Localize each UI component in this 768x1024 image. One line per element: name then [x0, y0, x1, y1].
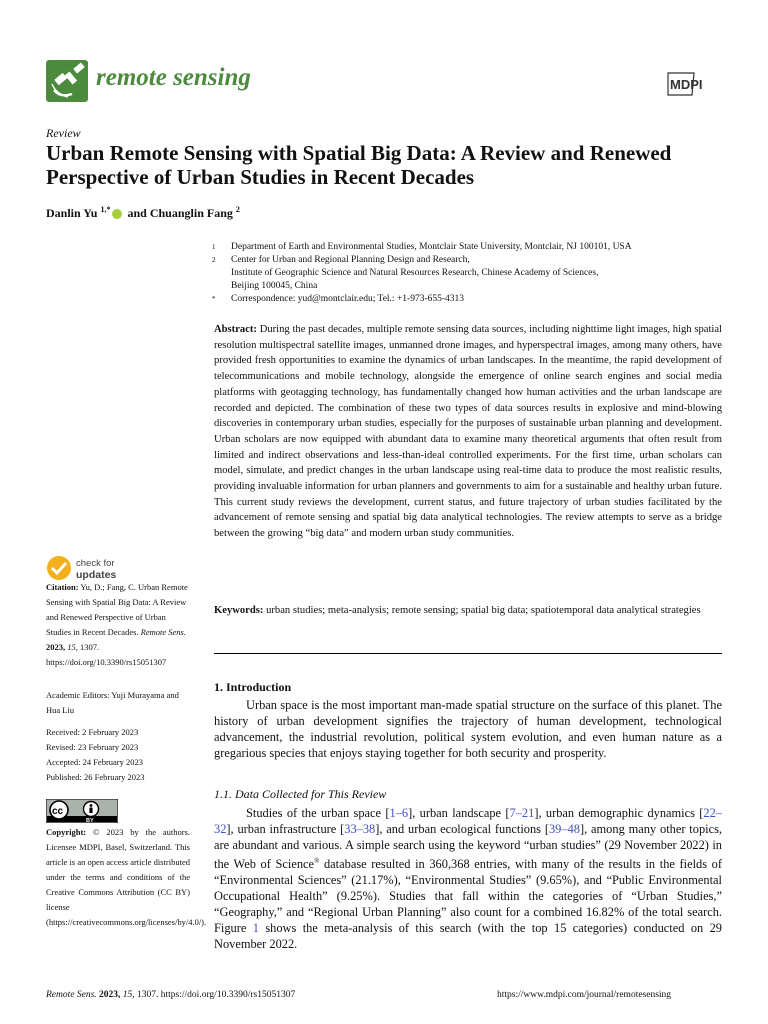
- check-for-label: check for: [76, 558, 115, 569]
- cc-by-license-icon[interactable]: [46, 799, 118, 823]
- figure-link[interactable]: 1: [252, 921, 259, 936]
- affiliation-number: 1: [212, 243, 216, 251]
- citation-label: Citation:: [46, 582, 79, 592]
- date-accepted: Accepted: 24 February 2023: [46, 757, 144, 767]
- page-title: Urban Remote Sensing with Spatial Big Data: A Review and Renewed Perspective of Urban Studies in Recent Decades: [46, 141, 672, 189]
- citation: [46, 580, 190, 670]
- orcid-icon[interactable]: [112, 209, 122, 219]
- citation-text: Yu, D.; Fang, C. Urban Remote Sensing with Spatial Big Data: A Review and Renewed Perspective of Urban Studies in Recent Decades.: [46, 582, 188, 637]
- reference-link[interactable]: 1–6: [389, 806, 409, 820]
- reference-link[interactable]: 22–32: [214, 806, 722, 836]
- abstract: [214, 322, 722, 542]
- keywords-text: urban studies; meta-analysis; remote sensing; spatial big data; spatiotemporal data analytical strategies: [266, 605, 701, 616]
- author-name[interactable]: Danlin Yu: [46, 206, 98, 220]
- date-revised: Revised: 23 February 2023: [46, 742, 139, 752]
- copyright-label: Copyright:: [46, 827, 87, 837]
- reference-link[interactable]: 39–48: [548, 822, 580, 836]
- intro-paragraph: Urban space is the most important man-made spatial structure on the surface of this planet. The history of urban development signifies the trajectory of human development, technological advancement, the industrial revolution, political system evolution, and even human nature as a gregarious species that enjoys staying together for both security and prosperity.: [214, 698, 722, 760]
- footer-journal-url[interactable]: https://www.mdpi.com/journal/remotesensing: [497, 990, 672, 1000]
- footer-doi-link[interactable]: 1307. https://doi.org/10.3390/rs15051307: [137, 990, 296, 1000]
- updates-label: updates: [76, 569, 117, 581]
- author-affiliation-marker: 2: [235, 205, 240, 214]
- affiliation-line: Institute of Geographic Science and Natural Resources Research, Chinese Academy of Sciences,: [231, 268, 599, 278]
- mdpi-logo-text: MDPI: [670, 77, 703, 92]
- section-divider: [214, 653, 722, 654]
- affiliation-line: Beijing 100045, China: [231, 281, 318, 291]
- cc-by-label: BY: [86, 818, 94, 823]
- keywords-label: Keywords:: [214, 605, 264, 616]
- affiliation-line: Department of Earth and Environmental Studies, Montclair State University, Montclair, NJ 100101, USA: [231, 242, 632, 252]
- affiliation-line: Center for Urban and Regional Planning Design and Research,: [231, 255, 470, 265]
- author-list: [46, 205, 240, 221]
- keywords: [214, 603, 722, 619]
- article-type: Review: [46, 126, 81, 140]
- body-paragraph: Studies of the urban space [1–6], urban landscape [7–21], urban demographic dynamics [22–32], urban infrastructure [33–38], and urban ecological functions [39–48], among many other topics, are abundant and various. A simple search using the keyword “urban studies” (29 November 2022) in the Web of Science® database resulted in 360,368 entries, with many of the results in the fields of “Environmental Sciences” (21.17%), “Environmental Studies” (9.65%), and “Public Environmental Occupational Health” (9.25%). Studies that fall within the categories of “Urban Studies,” “Geography,” and “Regional Urban Planning” also count for a combined 16.82% of the total search. Figure 1 shows the meta-analysis of this search (with the top 15 categories) conducted on 29 November 2022.: [214, 806, 723, 952]
- author-affiliation-marker: 1,*: [100, 205, 111, 214]
- abstract-text: During the past decades, multiple remote sensing data sources, including nighttime light images, high spatial resolution multispectral satellite images, unmanned drone images, and hyperspectral images, among many others, have provided fresh opportunities to examine the dynamics of urban landscapes. In the meantime, the rapid development of telecommunications and mobile technology, alongside the emergence of online search engines and social media platforms with geotagging technology, has fundamentally changed how human activities and the urban landscape are recorded and depicted. The combination of these two types of data sources results in explosive and mind-blowing discoveries in contemporary urban studies, especially for the purposes of sustainable urban planning and development. Urban scholars are now equipped with abundant data to examine many theoretical arguments that often result from limited and indirect observations and less-than-ideal controlled experiments. For the first time, urban scholars can model, simulate, and predict changes in the urban landscape using real-time data to produce the most realistic results, providing invaluable information for urban planners and governments to aim for a sustainable and healthy urban future. This current study reviews the development, current status, and future trajectory of urban studies facilitated by the advancement of remote sensing and spatial big data analytical technologies. The review attempts to serve as a bridge between the growing “big data” and modern urban study communities.: [214, 324, 722, 540]
- reference-link[interactable]: 7–21: [509, 806, 535, 820]
- affiliation-number: *: [212, 295, 216, 303]
- author-name[interactable]: Chuanglin Fang: [149, 206, 233, 220]
- date-received: Received: 2 February 2023: [46, 727, 139, 737]
- subsection-heading: 1.1. Data Collected for This Review: [214, 787, 387, 801]
- date-published: Published: 26 February 2023: [46, 772, 145, 782]
- article-dates: [46, 725, 190, 785]
- copyright-text: © 2023 by the authors. Licensee MDPI, Basel, Switzerland. This article is an open access article distributed under the terms and conditions of the Creative Commons Attribution (CC BY) license (https://creativecommons.org/licenses/by/4.0/).: [46, 827, 207, 927]
- citation-doi[interactable]: 1307. https://doi.org/10.3390/rs15051307: [46, 642, 167, 667]
- footer-citation: Remote Sens. 2023, 15, 1307. https://doi.org/10.3390/rs15051307: [46, 990, 296, 1000]
- journal-name: remote sensing: [96, 64, 251, 91]
- reference-link[interactable]: 33–38: [344, 822, 376, 836]
- svg-text:cc: cc: [52, 806, 64, 817]
- abstract-label: Abstract:: [214, 324, 257, 335]
- affiliation-number: 2: [212, 256, 216, 264]
- correspondence-line[interactable]: Correspondence: yud@montclair.edu; Tel.: +1-973-655-4313: [231, 294, 465, 304]
- check-for-updates-badge[interactable]: [46, 554, 166, 582]
- author-joiner: and: [127, 206, 147, 220]
- section-heading: 1. Introduction: [214, 680, 292, 694]
- citation-volume: 15,: [67, 642, 78, 652]
- copyright: [46, 825, 207, 930]
- citation-journal: Remote Sens.: [140, 627, 186, 637]
- academic-editors: Academic Editors: Yuji Murayama and Hua Liu: [46, 690, 179, 715]
- mdpi-logo: [664, 70, 720, 98]
- satellite-logo-icon: [46, 60, 88, 102]
- citation-year: 2023,: [46, 642, 66, 652]
